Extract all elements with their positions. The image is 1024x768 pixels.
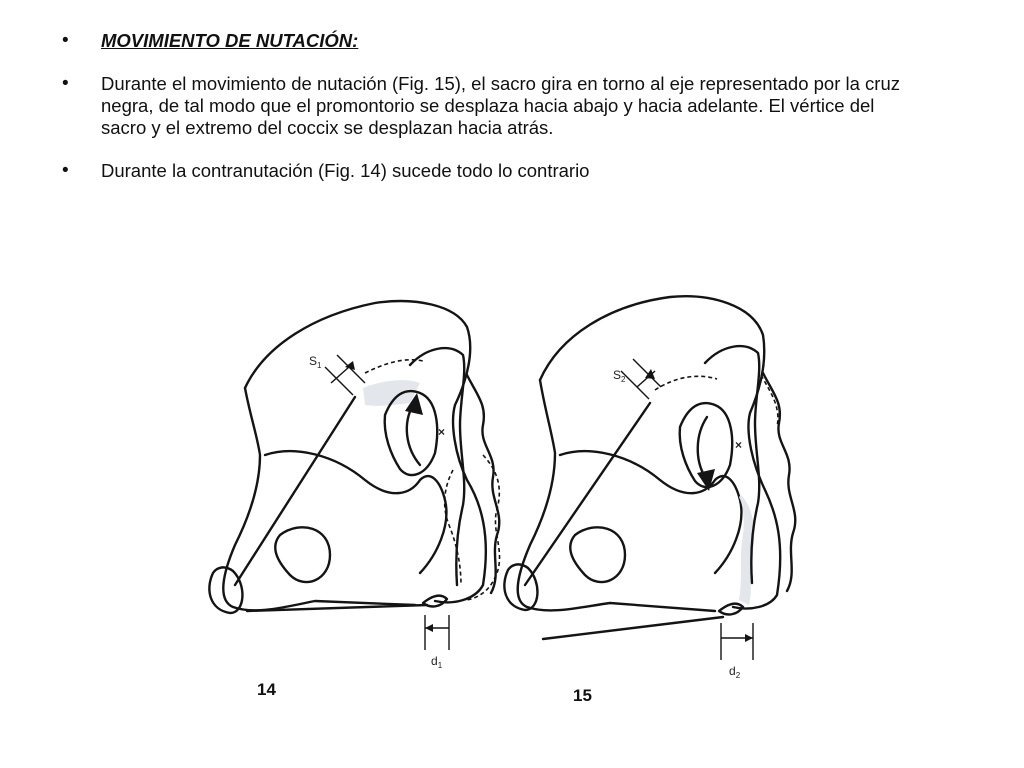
bullet-counternutation: [62, 160, 922, 182]
figure-15-axis-marker: ×: [735, 438, 743, 452]
section-heading: MOVIMIENTO DE NUTACIÓN:: [101, 30, 359, 51]
bullet-heading: [62, 30, 922, 52]
bullet-symbol: •: [62, 73, 69, 94]
figure-14-drawing: [209, 301, 499, 650]
bullet-symbol: •: [62, 30, 69, 51]
figure-15-drawing: [504, 296, 795, 660]
counternutation-description: Durante la contranutación (Fig. 14) sucede todo lo contrario: [101, 160, 590, 181]
figure-14-axis-marker: ×: [438, 425, 446, 439]
bullet-list: [62, 30, 922, 203]
bullet-symbol: •: [62, 160, 69, 181]
bullet-nutation: [62, 73, 922, 139]
figure-15-d-label: $d_2$: [729, 664, 741, 680]
figure-14-number: 14: [257, 680, 276, 699]
figure-15-number: 15: [573, 686, 592, 705]
pelvis-figure: [205, 255, 825, 715]
figure-14-s-label: $S_1$: [309, 354, 322, 370]
pelvis-illustration: [205, 255, 825, 715]
figure-14-d-label: $d_1$: [431, 654, 443, 670]
nutation-description: Durante el movimiento de nutación (Fig. 15), el sacro gira en torno al eje representado por la cruz negra, de tal modo que el promontorio se desplaza hacia abajo y hacia adelante. El vértice del sacro y el extremo del coccix se desplazan hacia atrás.: [101, 73, 901, 138]
figure-15-s-label: $S_2$: [613, 368, 626, 384]
